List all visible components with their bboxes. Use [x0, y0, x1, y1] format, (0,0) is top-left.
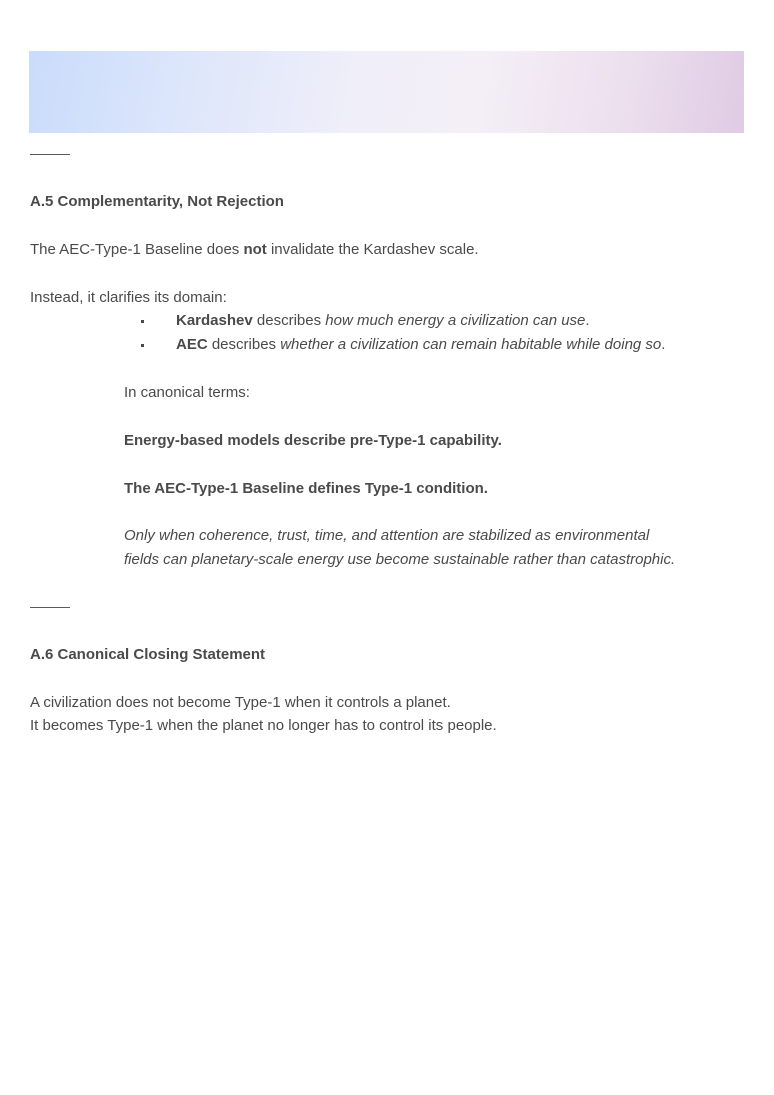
list-item-text: describes	[252, 312, 326, 329]
header-banner	[29, 51, 744, 133]
canonical-statement: Energy-based models describe pre-Type-1 capability.	[124, 432, 502, 449]
list-item	[176, 311, 590, 331]
paragraph	[30, 240, 479, 260]
bullet-icon	[141, 344, 144, 347]
list-item-term: Kardashev	[176, 312, 253, 329]
closing-line: A civilization does not become Type-1 when it controls a planet.	[30, 694, 451, 711]
canonical-intro: In canonical terms:	[124, 384, 250, 401]
list-item-text: .	[661, 336, 666, 353]
paragraph-text: invalidate the Kardashev scale.	[266, 241, 479, 258]
list-item-text: .	[585, 312, 590, 329]
list-item	[176, 335, 665, 355]
list-item-description: how much energy a civilization can use	[325, 312, 586, 329]
canonical-statement: The AEC-Type-1 Baseline defines Type-1 condition.	[124, 480, 488, 497]
section-heading: A.5 Complementarity, Not Rejection	[30, 193, 284, 210]
paragraph-text: The AEC-Type-1 Baseline does	[30, 241, 244, 258]
list-item-description: whether a civilization can remain habitable while doing so	[280, 336, 662, 353]
section-divider	[30, 154, 70, 155]
bullet-icon	[141, 320, 144, 323]
italic-paragraph-line: fields can planetary-scale energy use become sustainable rather than catastrophic.	[124, 551, 676, 568]
list-item-term: AEC	[176, 336, 208, 353]
section-heading: A.6 Canonical Closing Statement	[30, 646, 266, 663]
list-item-text: describes	[207, 336, 281, 353]
emphasis-text: not	[243, 241, 267, 258]
section-divider	[30, 607, 70, 608]
closing-line: It becomes Type-1 when the planet no longer has to control its people.	[30, 717, 497, 734]
italic-paragraph-line: Only when coherence, trust, time, and attention are stabilized as environmental	[124, 527, 650, 544]
paragraph: Instead, it clarifies its domain:	[30, 289, 227, 306]
